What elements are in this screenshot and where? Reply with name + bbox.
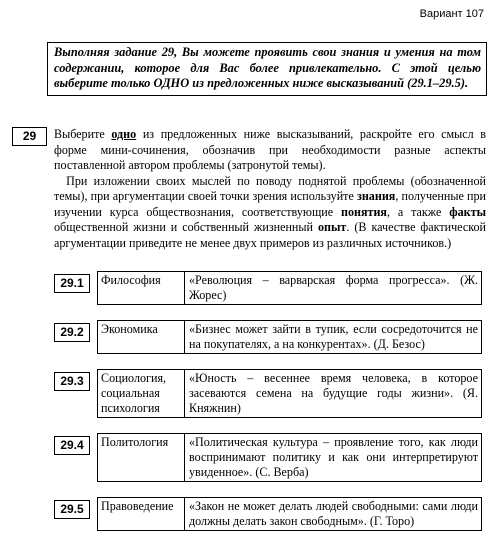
task-text	[54, 127, 486, 251]
option-field: Экономика	[98, 321, 185, 353]
option-number: 29.4	[54, 436, 90, 455]
option-box	[97, 271, 482, 305]
option-quote: «Бизнес может зайти в тупик, если сосредоточится не на покупателях, а на конкурентах». (Д. Безос)	[189, 322, 478, 351]
emphasis-facts: факты	[449, 204, 487, 219]
option-quote: «Революция – варварская форма прогресса». (Ж. Жорес)	[189, 273, 478, 302]
emphasis-concepts: понятия	[340, 204, 387, 219]
option-quote: «Закон не может делать людей свободными: сами люди должны делать закон свободным». (Г. Торо)	[189, 499, 478, 528]
task-text-fragment: , полученные при изучении курса обществознания, соответствующие	[54, 189, 486, 219]
option-field: Правоведение	[98, 498, 185, 530]
emphasis-experience: опыт	[317, 220, 347, 234]
option-29-2	[54, 320, 482, 356]
option-box	[97, 497, 482, 531]
variant-label: Вариант 107	[419, 8, 484, 20]
option-29-4	[54, 433, 482, 483]
option-box	[97, 433, 482, 482]
option-number: 29.5	[54, 500, 90, 519]
option-field: Политология	[98, 434, 185, 481]
task-text-fragment: . (В качестве фактической аргументации приведите не менее двух примеров из различных источников.)	[54, 220, 486, 250]
option-field: Философия	[98, 272, 185, 304]
option-29-3	[54, 369, 482, 419]
task-paragraph-2	[54, 174, 486, 252]
option-quote: «Политическая культура – проявление того, как люди воспринимают политику и как они интерпретируют увиденное». (С. Верба)	[189, 435, 478, 479]
task-text-fragment: общественной жизни и собственный жизненный	[54, 220, 318, 234]
task-text-fragment: , а также	[386, 204, 450, 219]
option-box	[97, 320, 482, 354]
emphasis-one: одно	[111, 127, 137, 141]
option-29-5	[54, 497, 482, 533]
option-number: 29.2	[54, 323, 90, 342]
option-quote: «Юность – весеннее время человека, в которое засеваются семена на будущие годы жизни». (Я. Княжнин)	[189, 371, 478, 415]
option-number: 29.1	[54, 274, 90, 293]
option-29-1	[54, 271, 482, 307]
option-field: Социология, социальная психология	[98, 370, 185, 417]
instruction-box: Выполняя задание 29, Вы можете проявить свои знания и умения на том содержании, которое для Вас более привлекательно. С этой целью выберите только ОДНО из предложенных ниже высказываний (29.1–29.5).	[47, 42, 487, 96]
option-number: 29.3	[54, 372, 90, 391]
emphasis-knowledge: знания	[356, 189, 396, 203]
task-paragraph-1	[54, 127, 486, 174]
option-box	[97, 369, 482, 418]
task-text-fragment: Выберите	[54, 127, 112, 141]
task-text-fragment: из предложенных ниже высказываний, раскройте его смысл в форме мини-сочинения, обозначив при необходимости разные аспекты поставленной автором проблемы (затронутой темы).	[54, 127, 487, 172]
task-number: 29	[12, 127, 47, 146]
task-text-fragment: При изложении своих мыслей по поводу поднятой проблемы (обозначенной темы), при аргументации своей точки зрения используйте	[54, 173, 486, 203]
